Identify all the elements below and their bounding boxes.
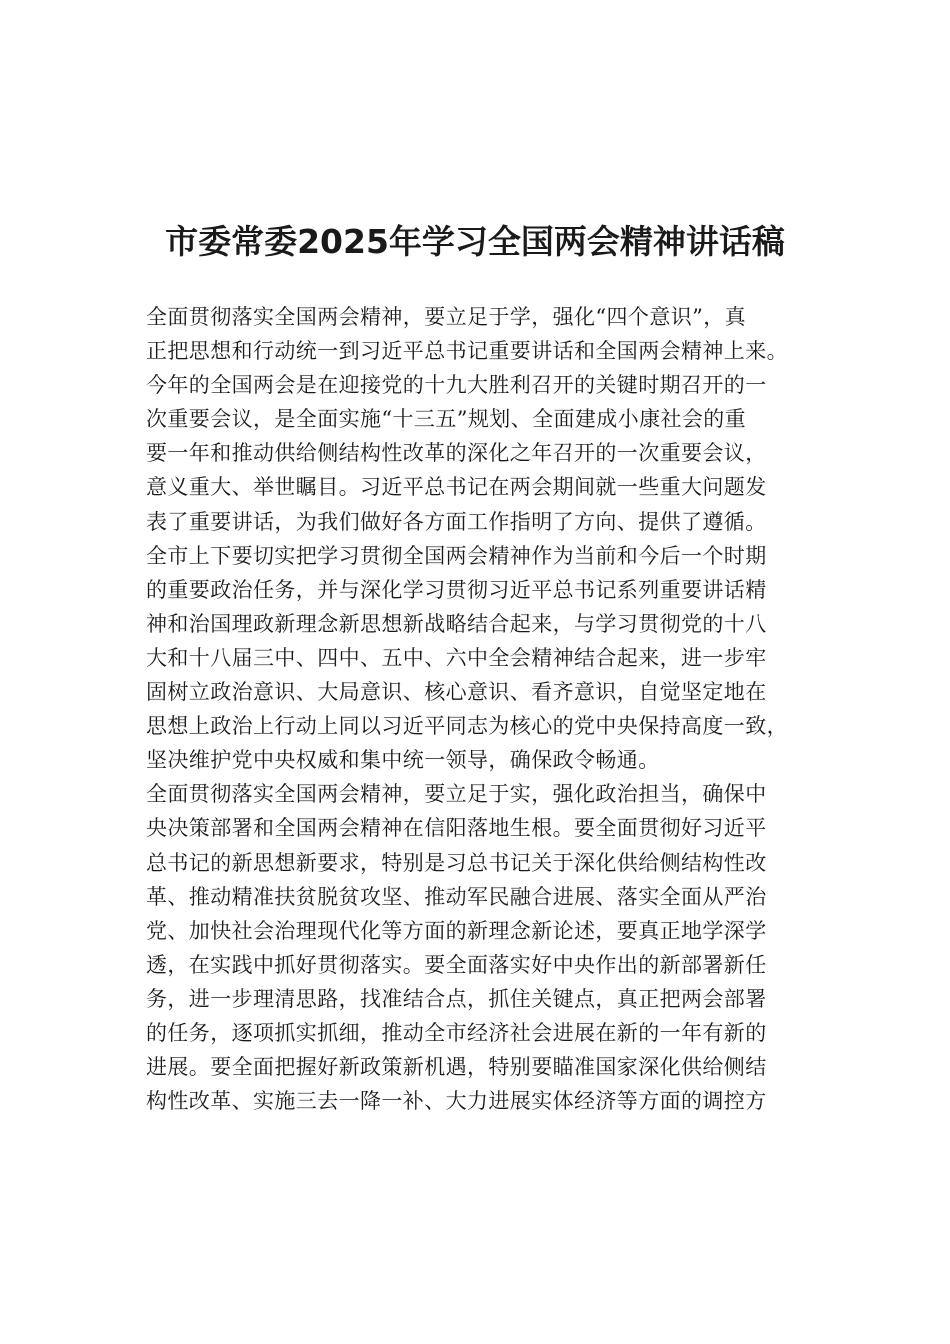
- body-text-line: 的任务，逐项抓实抓细，推动全市经济社会进展在新的一年有新的: [146, 1020, 767, 1045]
- body-text-line: 意义重大、举世瞩目。习近平总书记在两会期间就一些重大问题发: [146, 475, 767, 500]
- body-text-line: 党、加快社会治理现代化等方面的新理念新论述，要真正地学深学: [146, 918, 767, 943]
- body-text-line: 全市上下要切实把学习贯彻全国两会精神作为当前和今后一个时期: [146, 543, 767, 568]
- body-text-line: 央决策部署和全国两会精神在信阳落地生根。要全面贯彻好习近平: [146, 816, 767, 841]
- body-text-line: 全面贯彻落实全国两会精神，要立足于学，强化“四个意识”，真: [146, 305, 747, 329]
- body-text-line: 要一年和推动供给侧结构性改革的深化之年召开的一次重要会议，: [146, 441, 767, 466]
- body-text-line: 务，进一步理清思路，找准结合点，抓住关键点，真正把两会部署: [146, 986, 767, 1011]
- body-text-line: 思想上政治上行动上同以习近平同志为核心的党中央保持高度一致，: [146, 714, 788, 739]
- body-text-line: 透，在实践中抓好贯彻落实。要全面落实好中央作出的新部署新任: [146, 952, 767, 977]
- body-text-line: 革、推动精准扶贫脱贫攻坚、推动军民融合进展、落实全面从严治: [146, 884, 767, 909]
- body-text-line: 正把思想和行动统一到习近平总书记重要讲话和全国两会精神上来。: [146, 339, 788, 364]
- body-text-line: 今年的全国两会是在迎接党的十九大胜利召开的关键时期召开的一: [146, 373, 767, 398]
- body-text-line: 大和十八届三中、四中、五中、六中全会精神结合起来，进一步牢: [146, 645, 767, 670]
- document-body: [146, 300, 826, 1118]
- body-text-line: 总书记的新思想新要求，特别是习总书记关于深化供给侧结构性改: [146, 850, 767, 875]
- body-text-line: 神和治国理政新理念新思想新战略结合起来，与学习贯彻党的十八: [146, 611, 767, 636]
- body-text-line: 全面贯彻落实全国两会精神，要立足于实，强化政治担当，确保中: [146, 782, 767, 807]
- body-text-line: 表了重要讲话，为我们做好各方面工作指明了方向、提供了遵循。: [146, 509, 767, 534]
- document-title: 市委常委2025年学习全国两会精神讲话稿: [165, 222, 785, 261]
- body-text-line: 进展。要全面把握好新政策新机遇，特别要瞄准国家深化供给侧结: [146, 1055, 767, 1080]
- body-text-line: 构性改革、实施三去一降一补、大力进展实体经济等方面的调控方: [146, 1089, 767, 1114]
- body-text-line: 次重要会议，是全面实施“十三五”规划、全面建成小康社会的重: [146, 407, 747, 432]
- body-text-line: 的重要政治任务，并与深化学习贯彻习近平总书记系列重要讲话精: [146, 577, 767, 602]
- body-text-line: 固树立政治意识、大局意识、核心意识、看齐意识，自觉坚定地在: [146, 680, 767, 705]
- body-text-line: 坚决维护党中央权威和集中统一领导，确保政令畅通。: [146, 748, 660, 773]
